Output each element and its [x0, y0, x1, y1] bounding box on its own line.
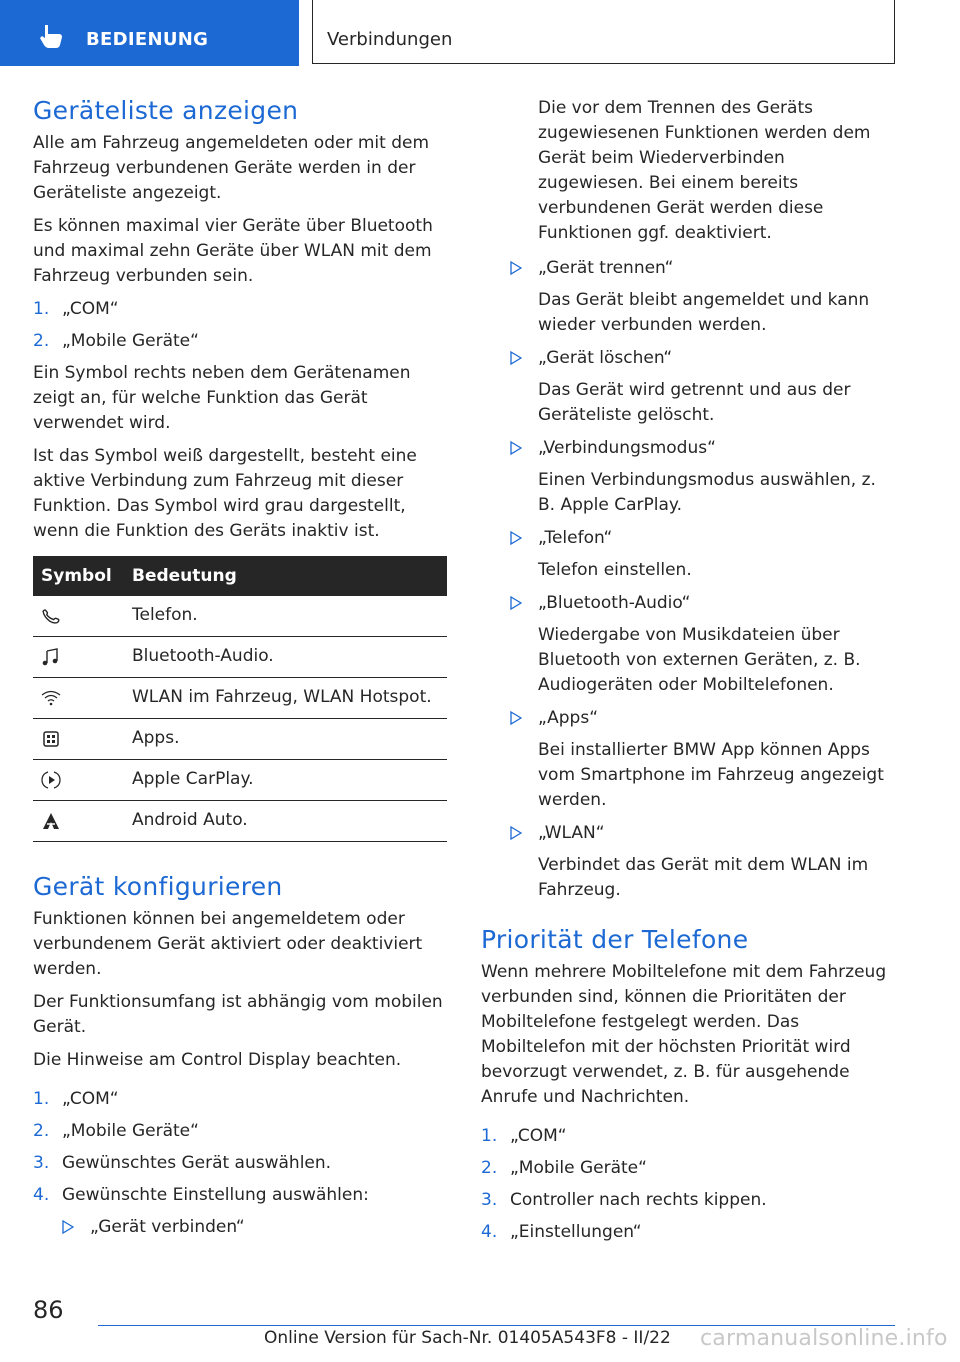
- step-item: [33, 1087, 447, 1112]
- triangle-bullet-icon: [62, 1220, 74, 1234]
- step-number: 3.: [33, 1153, 50, 1173]
- option-list: [481, 256, 895, 903]
- step-item: [33, 1183, 447, 1208]
- triangle-bullet-icon: [510, 596, 522, 610]
- step-text: „Mobile Geräte“: [62, 331, 199, 351]
- chapter-header: [312, 0, 895, 64]
- step-text: „Mobile Geräte“: [62, 1121, 199, 1141]
- step-number: 4.: [481, 1222, 498, 1242]
- table-cell: Apple CarPlay.: [124, 760, 447, 801]
- step-text: Gewünschte Einstellung auswählen:: [62, 1185, 369, 1205]
- option-label: „Gerät verbinden“: [90, 1217, 245, 1237]
- music-note-icon: [41, 648, 61, 666]
- carplay-icon: [41, 771, 61, 789]
- option-item: [481, 526, 895, 583]
- paragraph: Funktionen können bei angemeldetem oder verbundenem Gerät aktiviert oder deaktiviert werden.: [33, 909, 423, 979]
- step-item: [481, 1124, 895, 1149]
- wifi-icon: [41, 689, 61, 707]
- table-row: [33, 596, 447, 637]
- option-item: [481, 256, 895, 338]
- section-tab: [0, 0, 299, 66]
- heading-geraeteliste: Geräteliste anzeigen: [33, 96, 299, 125]
- step-number: 1.: [33, 1089, 50, 1109]
- step-number: 2.: [481, 1158, 498, 1178]
- option-description: Wiedergabe von Musikdateien über Bluetooth von externen Geräten, z. B. Audiogeräten oder Mobiltelefonen.: [538, 625, 861, 695]
- option-list: [33, 1215, 447, 1240]
- step-text: „Mobile Geräte“: [510, 1158, 647, 1178]
- step-text: „COM“: [510, 1126, 567, 1146]
- column-header-symbol: Symbol: [33, 556, 124, 596]
- step-item: [33, 1119, 447, 1144]
- option-label: „Telefon“: [538, 528, 613, 548]
- android-auto-icon: [41, 812, 61, 830]
- heading-prioritaet: Priorität der Telefone: [481, 925, 749, 954]
- table-cell: Bluetooth-Audio.: [124, 637, 447, 678]
- step-text: Gewünschtes Gerät auswählen.: [62, 1153, 332, 1173]
- phone-icon: [41, 607, 61, 625]
- option-item: [481, 436, 895, 518]
- paragraph: Wenn mehrere Mobiltelefone mit dem Fahrzeug verbunden sind, können die Prioritäten der Mobiltelefone festgelegt werden. Das Mobiltelefon mit der höchsten Priorität wird bevorzugt verwendet, z. B. für ausgehende Anrufe und Nachrichten.: [481, 962, 887, 1107]
- table-header-row: [33, 556, 447, 596]
- step-item: [33, 329, 447, 354]
- step-number: 1.: [481, 1126, 498, 1146]
- column-header-meaning: Bedeutung: [124, 556, 447, 596]
- option-label: „WLAN“: [538, 823, 605, 843]
- table-row: [33, 719, 447, 760]
- step-number: 4.: [33, 1185, 50, 1205]
- chapter-title: Verbindungen: [327, 29, 453, 50]
- hand-pointer-icon: [38, 23, 64, 49]
- table-cell: Telefon.: [124, 596, 447, 637]
- step-item: [481, 1188, 895, 1213]
- triangle-bullet-icon: [510, 351, 522, 365]
- option-item: [33, 1215, 447, 1240]
- option-label: „Apps“: [538, 708, 598, 728]
- table-cell: Apps.: [124, 719, 447, 760]
- option-item: [481, 346, 895, 428]
- option-item: [481, 591, 895, 698]
- table-row: [33, 801, 447, 842]
- option-first-description: Die vor dem Trennen des Geräts zugewiesenen Funktionen werden dem Gerät beim Wiederverbinden zugewiesen. Bei einem bereits verbundenen Gerät werden diese Funktionen ggf. deaktiviert.: [538, 98, 871, 243]
- step-number: 1.: [33, 299, 50, 319]
- footer-text: Online Version für Sach-Nr. 01405A543F8 - II/22: [264, 1328, 671, 1348]
- table-row: [33, 678, 447, 719]
- table-cell: Android Auto.: [124, 801, 447, 842]
- table-row: [33, 760, 447, 801]
- option-label: „Bluetooth-Audio“: [538, 593, 691, 613]
- steps-list: [33, 297, 447, 354]
- option-description: Bei installierter BMW App können Apps vom Smartphone im Fahrzeug angezeigt werden.: [538, 740, 884, 810]
- symbol-table: [33, 556, 447, 842]
- steps-list: [481, 1124, 895, 1245]
- left-column: [33, 96, 447, 1248]
- paragraph: Der Funktionsumfang ist abhängig vom mobilen Gerät.: [33, 992, 443, 1037]
- step-item: [33, 1151, 447, 1176]
- right-column: [481, 96, 895, 1252]
- paragraph: Alle am Fahrzeug angemeldeten oder mit dem Fahrzeug verbundenen Geräte werden in der Geräteliste angezeigt.: [33, 133, 430, 203]
- table-row: [33, 637, 447, 678]
- table-cell: WLAN im Fahrzeug, WLAN Hotspot.: [124, 678, 447, 719]
- triangle-bullet-icon: [510, 531, 522, 545]
- option-description: Einen Verbindungsmodus auswählen, z. B. Apple CarPlay.: [538, 470, 876, 515]
- option-label: „Gerät löschen“: [538, 348, 673, 368]
- step-number: 2.: [33, 1121, 50, 1141]
- page-number: 86: [33, 1296, 64, 1324]
- triangle-bullet-icon: [510, 261, 522, 275]
- option-label: „Verbindungsmodus“: [538, 438, 716, 458]
- paragraph: Die Hinweise am Control Display beachten.: [33, 1050, 402, 1070]
- steps-list: [33, 1087, 447, 1208]
- step-item: [481, 1156, 895, 1181]
- triangle-bullet-icon: [510, 441, 522, 455]
- option-item: [481, 706, 895, 813]
- step-text: „COM“: [62, 299, 119, 319]
- step-text: „COM“: [62, 1089, 119, 1109]
- step-text: Controller nach rechts kippen.: [510, 1190, 767, 1210]
- watermark: carmanualsonline.info: [700, 1326, 948, 1351]
- paragraph: Es können maximal vier Geräte über Bluetooth und maximal zehn Geräte über WLAN mit dem Fahrzeug verbunden sein.: [33, 216, 433, 286]
- option-description: Verbindet das Gerät mit dem WLAN im Fahrzeug.: [538, 855, 869, 900]
- triangle-bullet-icon: [510, 711, 522, 725]
- section-title: BEDIENUNG: [86, 29, 209, 50]
- step-item: [481, 1220, 895, 1245]
- step-number: 2.: [33, 331, 50, 351]
- apps-icon: [41, 730, 61, 748]
- paragraph: Ein Symbol rechts neben dem Gerätenamen zeigt an, für welche Funktion das Gerät verwendet wird.: [33, 363, 411, 433]
- option-description: Das Gerät wird getrennt und aus der Geräteliste gelöscht.: [538, 380, 851, 425]
- step-text: „Einstellungen“: [510, 1222, 642, 1242]
- paragraph: Ist das Symbol weiß dargestellt, besteht eine aktive Verbindung zum Fahrzeug mit dieser Funktion. Das Symbol wird grau dargestellt, wenn die Funktion des Geräts inaktiv ist.: [33, 446, 417, 541]
- option-description: Das Gerät bleibt angemeldet und kann wieder verbunden werden.: [538, 290, 870, 335]
- heading-konfigurieren: Gerät konfigurieren: [33, 872, 283, 901]
- option-description: Telefon einstellen.: [538, 560, 692, 580]
- option-label: „Gerät trennen“: [538, 258, 674, 278]
- triangle-bullet-icon: [510, 826, 522, 840]
- step-number: 3.: [481, 1190, 498, 1210]
- step-item: [33, 297, 447, 322]
- option-item: [481, 821, 895, 903]
